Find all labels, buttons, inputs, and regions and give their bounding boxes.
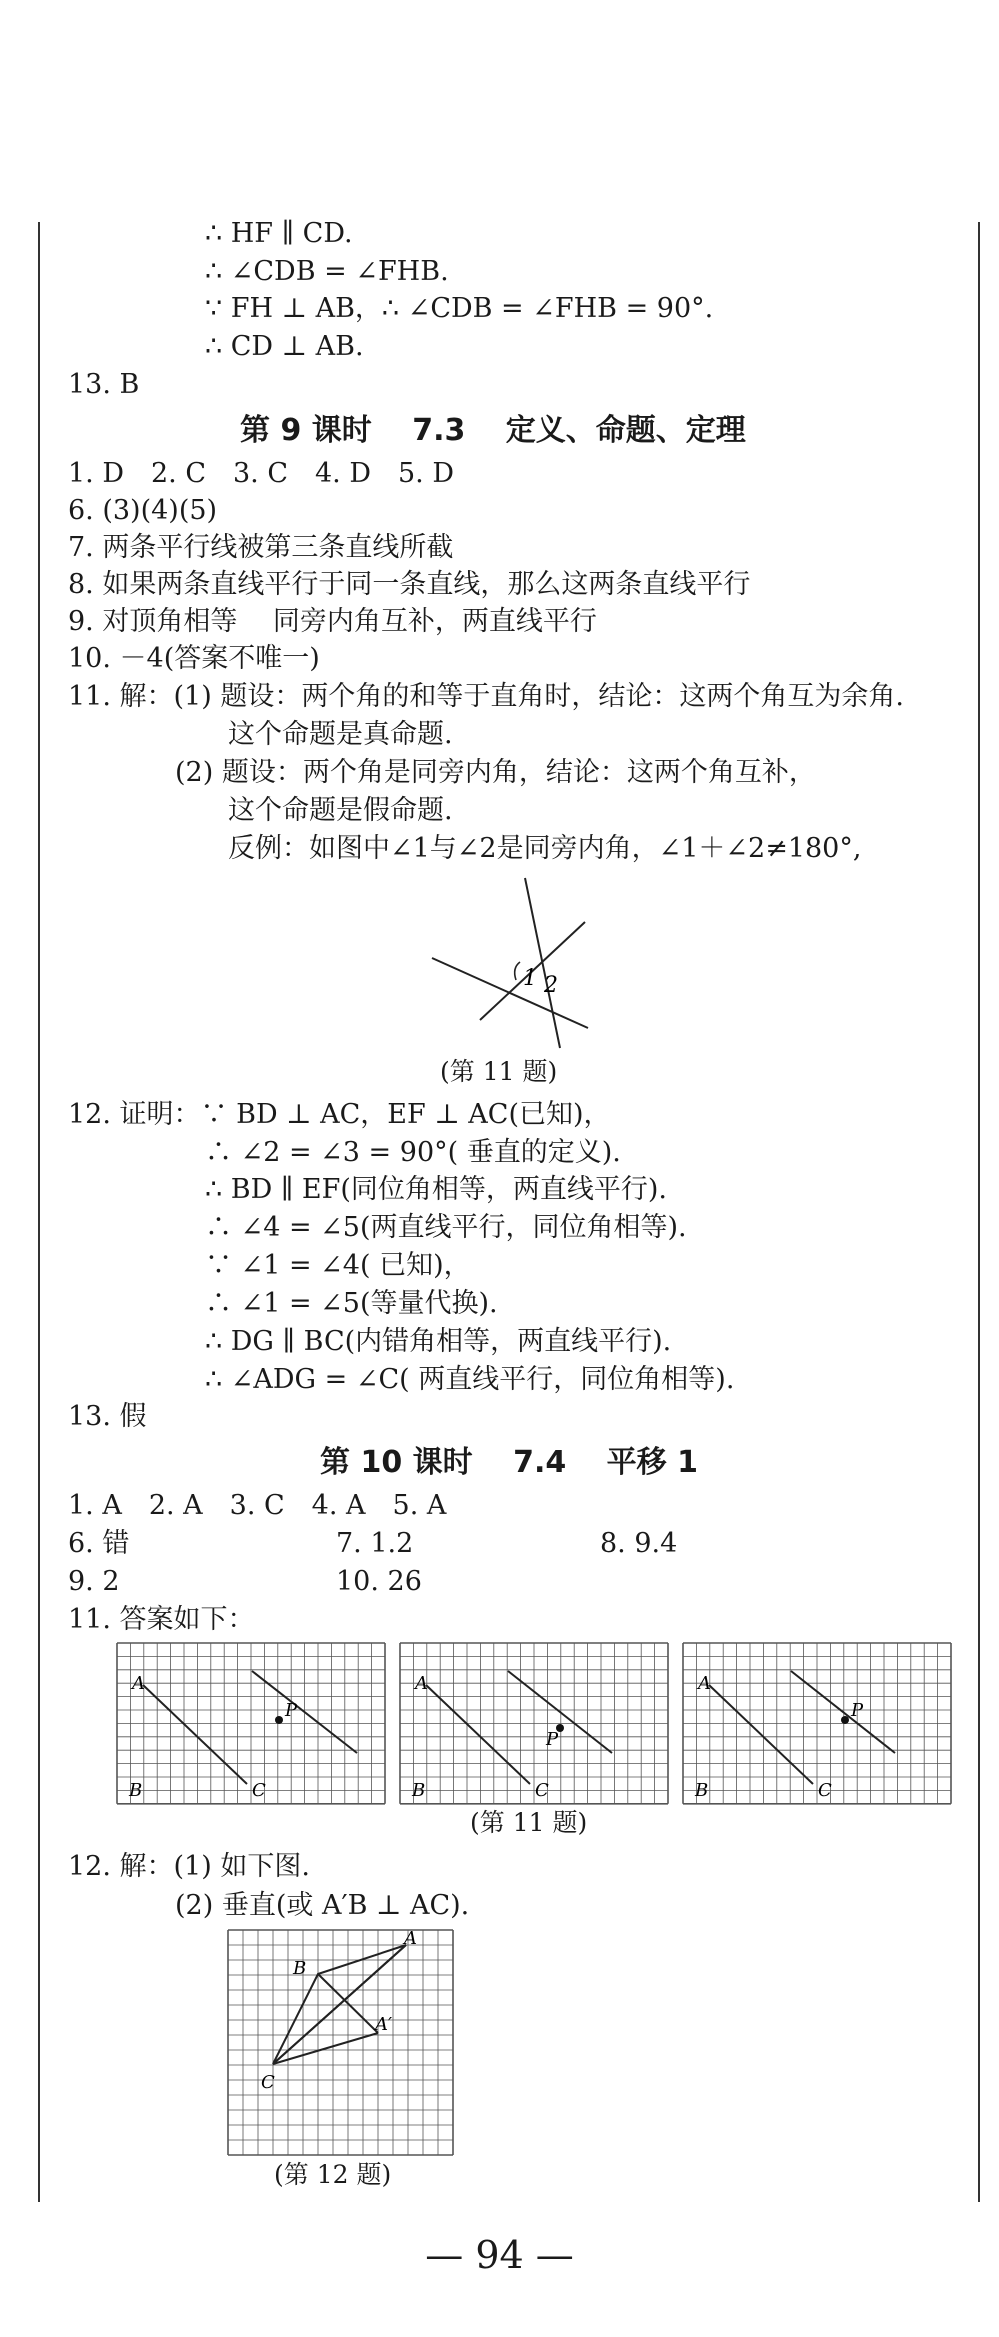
label-P: P [285,1700,298,1721]
proof-line: ∴ ∠1 = ∠5(等量代换). [205,1288,498,1319]
proof-line: ∵ ∠1 = ∠4( 已知)， [205,1250,471,1281]
answer-line: 6. (3)(4)(5) [68,495,218,526]
figure-caption: (第 12 题) [274,2160,392,2189]
answer-line: 1. D 2. C 3. C 4. D 5. D [68,458,454,489]
segment-CA1 [273,2033,378,2064]
answer-line: (2) 垂直(或 A′B ⊥ AC). [175,1890,470,1921]
answer-line: (2) 题设：两个角是同旁内角，结论：这两个角互补， [175,757,816,788]
label-A: A [698,1673,711,1694]
section-heading: 第 9 课时 7.3 定义、命题、定理 [240,413,746,448]
answer-line: 10. －4(答案不唯一) [68,643,320,674]
fig11-angle-diagram [420,870,600,1050]
proof-line: ∴ ∠2 = ∠3 = 90°( 垂直的定义). [205,1137,621,1168]
proof-line: ∴ CD ⊥ AB. [205,331,364,362]
point-P [275,1716,283,1724]
answer-line: 11. 解：(1) 题设：两个角的和等于直角时，结论：这两个角互为余角. [68,681,904,712]
label-P: P [851,1700,864,1721]
fig11-grid-2 [400,1643,670,1803]
fig11-grid-3 [683,1643,953,1803]
answer-line: 10. 26 [336,1566,422,1597]
answer-line: 这个命题是真命题. [228,719,453,750]
fig11-angle-arc [515,962,520,980]
figure-caption: (第 11 题) [470,1808,588,1837]
figure-caption: (第 11 题) [440,1057,558,1086]
label-P: P [546,1729,559,1750]
label-C: C [535,1780,549,1801]
fig12-grid [228,1930,458,2156]
section-heading: 第 10 课时 7.4 平移 1 [320,1445,698,1480]
label-B: B [129,1780,143,1801]
answer-line: 1. A 2. A 3. C 4. A 5. A [68,1490,447,1521]
label-A: A [132,1673,145,1694]
label-B: B [293,1958,307,1979]
answer-line: 12. 解：(1) 如下图. [68,1851,310,1882]
answer-line: 7. 1.2 [336,1528,414,1559]
answer-line: 13. 假 [68,1401,147,1432]
proof-line: ∴ HF ∥ CD. [205,218,353,249]
proof-line: ∴ BD ∥ EF(同位角相等，两直线平行). [205,1174,667,1205]
label-A: A [415,1673,428,1694]
segment-AC [143,1685,247,1784]
page-number: — 94 — [425,2233,574,2277]
proof-line: ∵ FH ⊥ AB，∴ ∠CDB = ∠FHB = 90°. [205,293,714,324]
left-margin-rule [38,222,40,2202]
answer-line: 7. 两条平行线被第三条直线所截 [68,532,454,563]
segment-AC [426,1685,530,1784]
answer-line: 9. 对顶角相等 同旁内角互补，两直线平行 [68,606,597,637]
proof-line: ∴ DG ∥ BC(内错角相等，两直线平行). [205,1326,672,1357]
answer-line: 11. 答案如下： [68,1604,255,1635]
proof-line: 12. 证明：∵ BD ⊥ AC，EF ⊥ AC(已知)， [68,1099,611,1130]
proof-line: ∴ ∠CDB = ∠FHB. [205,256,449,287]
fig11-angle-label-1: 1 [523,966,537,991]
answer-line: 这个命题是假命题. [228,795,453,826]
proof-line: ∴ ∠4 = ∠5(两直线平行，同位角相等). [205,1212,687,1243]
label-C: C [818,1780,832,1801]
fig11-grid-1 [117,1643,387,1803]
answer-line: 8. 如果两条直线平行于同一条直线，那么这两条直线平行 [68,569,751,600]
answer-line: 8. 9.4 [600,1528,678,1559]
answer-line: 9. 2 [68,1566,120,1597]
fig11-angle-label-2: 2 [544,973,558,998]
point-P [841,1716,849,1724]
right-margin-rule [978,222,980,2202]
answer-line: 13. B [68,369,140,400]
segment-AC [709,1685,813,1784]
label-C: C [261,2072,275,2093]
answer-line: 6. 错 [68,1528,130,1559]
label-B: B [695,1780,709,1801]
label-A-prime: A′ [375,2014,393,2035]
proof-line: ∴ ∠ADG = ∠C( 两直线平行，同位角相等). [205,1364,735,1395]
label-B: B [412,1780,426,1801]
label-C: C [252,1780,266,1801]
label-A: A [404,1928,417,1949]
answer-line: 反例：如图中∠1与∠2是同旁内角，∠1＋∠2≠180°, [228,833,862,864]
